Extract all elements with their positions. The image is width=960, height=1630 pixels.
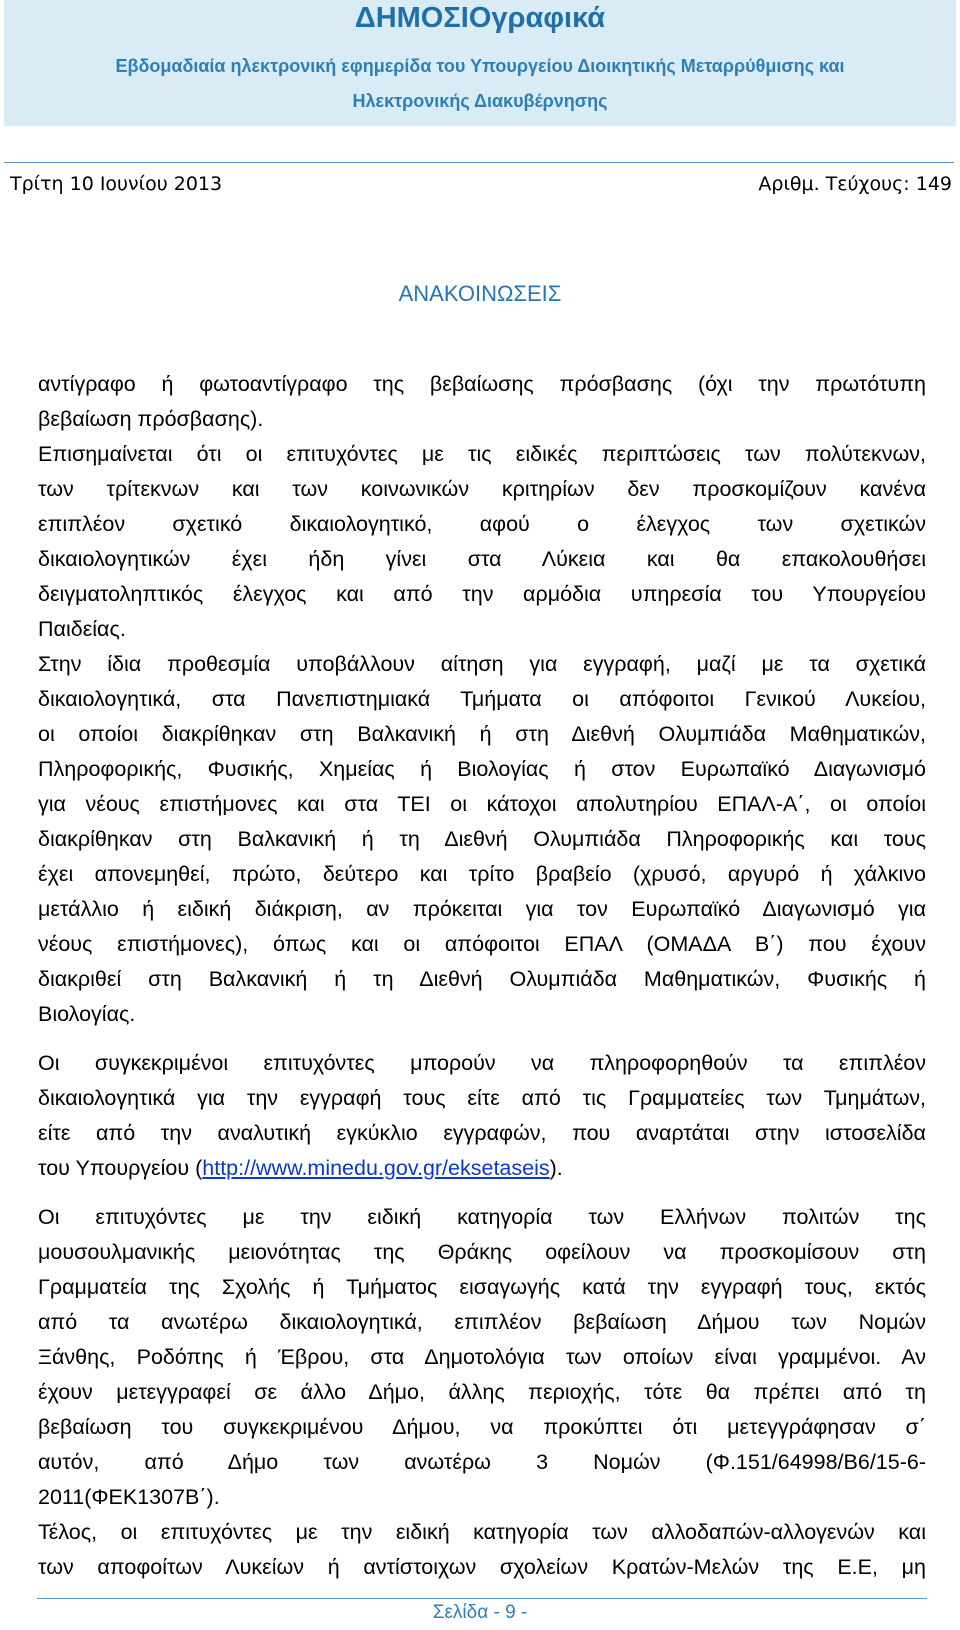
- body-line: Ξάνθης, Ροδόπης ή Έβρου, στα Δημοτολόγια των οποίων είναι γραμμένοι. Αν: [38, 1345, 926, 1369]
- body-line: μουσουλμανικής μειονότητας της Θράκης οφείλουν να προσκομίσουν στη: [38, 1240, 926, 1264]
- body-line: Στην ίδια προθεσμία υποβάλλουν αίτηση για εγγραφή, μαζί με τα σχετικά: [38, 652, 926, 676]
- body-line: αυτόν, από Δήμο των ανωτέρω 3 Νομών (Φ.151/64998/Β6/15-6-: [38, 1450, 926, 1474]
- page-number: Σελίδα - 9 -: [432, 1602, 528, 1623]
- body-line: δικαιολογητικά για την εγγραφή τους είτε από τις Γραμματείες των Τμημάτων,: [38, 1086, 926, 1110]
- body-line: έχει απονεμηθεί, πρώτο, δεύτερο και τρίτο βραβείο (χρυσό, αργυρό ή χάλκινο: [38, 862, 926, 886]
- body-line: από τα ανωτέρω δικαιολογητικά, επιπλέον βεβαίωση Δήμου των Νομών: [38, 1310, 926, 1334]
- issue-number: Αριθμ. Τεύχους: 149: [758, 173, 952, 195]
- section-heading: ΑΝΑΚΟΙΝΩΣΕΙΣ: [398, 281, 562, 306]
- body-line: διακριθεί στη Βαλκανική ή τη Διεθνή Ολυμπιάδα Μαθηματικών, Φυσικής ή: [38, 967, 926, 991]
- body-line: των τρίτεκνων και των κοινωνικών κριτηρίων δεν προσκομίζουν κανένα: [38, 477, 926, 501]
- body-line: διακρίθηκαν στη Βαλκανική ή τη Διεθνή Ολυμπιάδα Πληροφορικής και τους: [38, 827, 926, 851]
- body-line: Πληροφορικής, Φυσικής, Χημείας ή Βιολογίας ή στον Ευρωπαϊκό Διαγωνισμό: [38, 757, 926, 781]
- body-line: βεβαίωση του συγκεκριμένου Δήμου, να προκύπτει ότι μετεγγράφησαν σ΄: [38, 1415, 926, 1439]
- issue-info-row: [4, 162, 954, 205]
- masthead-title: ΔΗΜΟΣΙΟγραφικά: [354, 2, 606, 34]
- body-line: Βιολογίας.: [38, 1002, 136, 1026]
- body-line: μετάλλιο ή ειδική διάκριση, αν πρόκειται για τον Ευρωπαϊκό Διαγωνισμό για: [38, 897, 926, 921]
- body-line: Γραμματεία της Σχολής ή Τμήματος εισαγωγής κατά την εγγραφή τους, εκτός: [38, 1275, 926, 1299]
- footer-divider: [37, 1598, 927, 1599]
- masthead: [4, 0, 956, 126]
- body-line: δικαιολογητικών έχει ήδη γίνει στα Λύκεια και θα επακολουθήσει: [38, 547, 926, 571]
- masthead-subtitle: Εβδομαδιαία ηλεκτρονική εφημερίδα του Υπουργείου Διοικητικής Μεταρρύθμισης και: [115, 56, 845, 76]
- body-line: των αποφοίτων Λυκείων ή αντίστοιχων σχολείων Κρατών-Μελών της Ε.Ε, μη: [38, 1555, 926, 1579]
- body-line: δειγματοληπτικός έλεγχος και από την αρμόδια υπηρεσία του Υπουργείου: [38, 582, 926, 606]
- body-line: δικαιολογητικά, στα Πανεπιστημιακά Τμήματα οι απόφοιτοι Γενικού Λυκείου,: [38, 687, 926, 711]
- masthead-subtitle: Ηλεκτρονικής Διακυβέρνησης: [352, 91, 608, 111]
- body-line: 2011(ΦΕΚ1307Β΄).: [38, 1485, 220, 1509]
- body-text: του Υπουργείου (: [38, 1156, 203, 1180]
- body-line: επιπλέον σχετικό δικαιολογητικό, αφού ο έλεγχος των σχετικών: [38, 512, 926, 536]
- ministry-exams-link[interactable]: http://www.minedu.gov.gr/eksetaseis: [202, 1156, 550, 1180]
- body-line: [38, 1150, 926, 1186]
- body-line: νέους επιστήμονες), όπως και οι απόφοιτοι ΕΠΑΛ (ΟΜΑΔΑ Β΄) που έχουν: [38, 932, 926, 956]
- body-text: ).: [549, 1156, 563, 1180]
- body-line: Οι συγκεκριμένοι επιτυχόντες μπορούν να πληροφορηθούν τα επιπλέον: [38, 1051, 926, 1075]
- body-line: Επισημαίνεται ότι οι επιτυχόντες με τις ειδικές περιπτώσεις των πολύτεκνων,: [38, 442, 926, 466]
- body-line: είτε από την αναλυτική εγκύκλιο εγγραφών, που αναρτάται στην ιστοσελίδα: [38, 1121, 926, 1145]
- issue-date: Τρίτη 10 Ιουνίου 2013: [10, 173, 223, 195]
- body-line: Οι επιτυχόντες με την ειδική κατηγορία των Ελλήνων πολιτών της: [38, 1205, 926, 1229]
- body-line: αντίγραφο ή φωτοαντίγραφο της βεβαίωσης πρόσβασης (όχι την πρωτότυπη: [38, 372, 926, 396]
- body-line: Τέλος, οι επιτυχόντες με την ειδική κατηγορία των αλλοδαπών-αλλογενών και: [38, 1520, 926, 1544]
- body-line: βεβαίωση πρόσβασης).: [38, 407, 264, 431]
- body-line: έχουν μετεγγραφεί σε άλλο Δήμο, άλλης περιοχής, τότε θα πρέπει από τη: [38, 1380, 926, 1404]
- body-line: οι οποίοι διακρίθηκαν στη Βαλκανική ή στη Διεθνή Ολυμπιάδα Μαθηματικών,: [38, 722, 926, 746]
- body-line: για νέους επιστήμονες και στα ΤΕΙ οι κάτοχοι απολυτηρίου ΕΠΑΛ-Α΄, οι οποίοι: [38, 792, 926, 816]
- body-line: Παιδείας.: [38, 617, 126, 641]
